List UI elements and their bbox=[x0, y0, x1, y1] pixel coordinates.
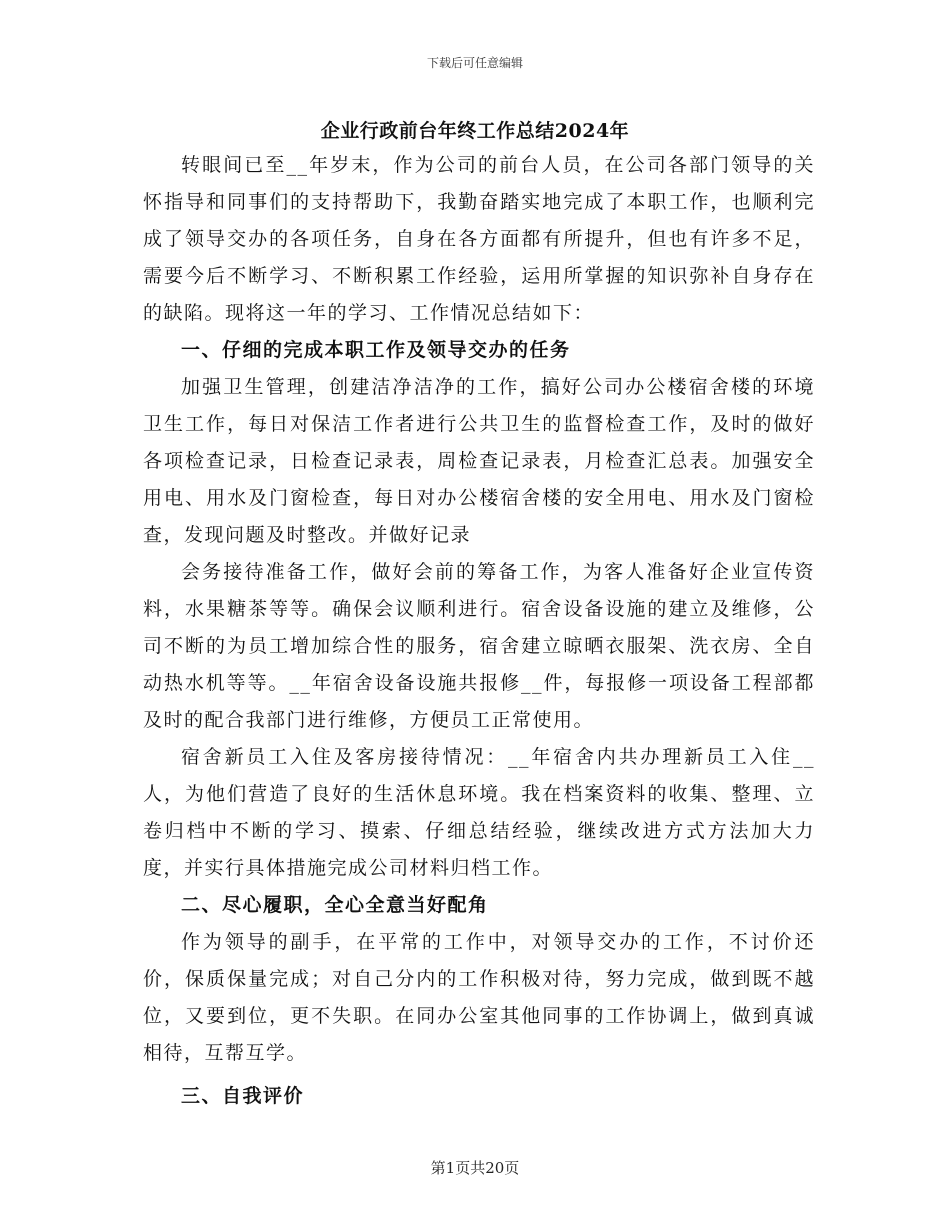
section-1-heading: 一、仔细的完成本职工作及领导交办的任务 bbox=[181, 339, 571, 361]
section-3-heading: 三、自我评价 bbox=[181, 1085, 305, 1107]
document-body bbox=[143, 147, 815, 1115]
page-number: 第1页共20页 bbox=[430, 1159, 520, 1177]
section-1-paragraph-3: 宿舍新员工入住及客房接待情况：__年宿舍内共办理新员工入住__人，为他们营造了良好的生活休息环境。我在档案资料的收集、整理、立卷归档中不断的学习、摸索、仔细总结经验，继续改进方式方法加大力度，并实行具体措施完成公司材料归档工作。 bbox=[143, 746, 815, 879]
section-1-paragraph-1: 加强卫生管理，创建洁净洁净的工作，搞好公司办公楼宿舍楼的环境卫生工作，每日对保洁工作者进行公共卫生的监督检查工作，及时的做好各项检查记录，日检查记录表，周检查记录表，月检查汇总表。加强安全用电、用水及门窗检查，每日对办公楼宿舍楼的安全用电、用水及门窗检查，发现问题及时整改。并做好记录 bbox=[143, 376, 815, 546]
section-2-heading: 二、尽心履职，全心全意当好配角 bbox=[181, 894, 489, 916]
page-header-note: 下载后可任意编辑 bbox=[426, 56, 523, 70]
section-1-paragraph-2: 会务接待准备工作，做好会前的筹备工作，为客人准备好企业宣传资料，水果糖茶等等。确保会议顺利进行。宿舍设备设施的建立及维修，公司不断的为员工增加综合性的服务，宿舍建立晾晒衣服架、洗衣房、全自动热水机等等。__年宿舍设备设施共报修__件，每报修一项设备工程部都及时的配合我部门进行维修，方便员工正常使用。 bbox=[143, 561, 815, 731]
document-title: 企业行政前台年终工作总结2024年 bbox=[320, 120, 630, 142]
section-2-paragraph-1: 作为领导的副手，在平常的工作中，对领导交办的工作，不讨价还价，保质保量完成；对自己分内的工作积极对待，努力完成，做到既不越位，又要到位，更不失职。在同办公室其他同事的工作协调上，做到真诚相待，互帮互学。 bbox=[143, 931, 815, 1064]
intro-paragraph: 转眼间已至__年岁末，作为公司的前台人员，在公司各部门领导的关怀指导和同事们的支持帮助下，我勤奋踏实地完成了本职工作，也顺利完成了领导交办的各项任务，自身在各方面都有所提升，但也有许多不足，需要今后不断学习、不断积累工作经验，运用所掌握的知识弥补自身存在的缺陷。现将这一年的学习、工作情况总结如下： bbox=[143, 154, 815, 324]
